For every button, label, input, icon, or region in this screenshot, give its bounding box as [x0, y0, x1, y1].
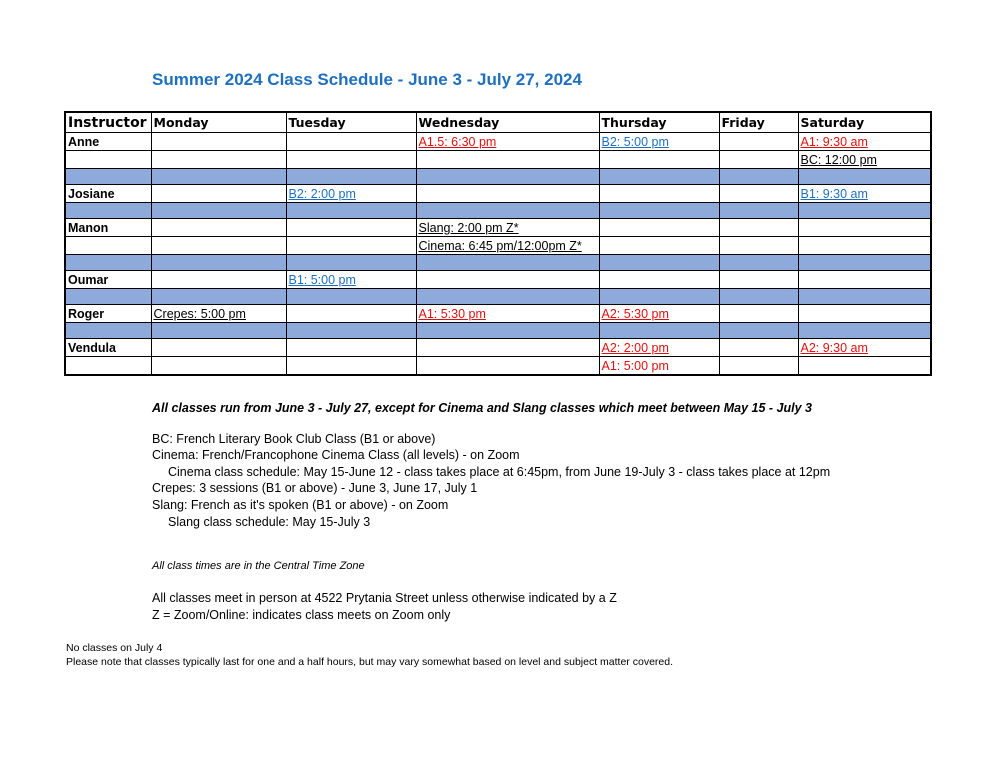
- cell: [286, 133, 416, 151]
- col-header-friday: Friday: [719, 112, 798, 133]
- header-row: [65, 112, 931, 133]
- cell: [798, 357, 931, 376]
- band-cell: [798, 255, 931, 271]
- band-cell: [798, 323, 931, 339]
- cell: [719, 151, 798, 169]
- band-cell: [719, 169, 798, 185]
- cell: [151, 237, 286, 255]
- band-cell: [65, 289, 151, 305]
- class-link[interactable]: Cinema: 6:45 pm/12:00pm Z*: [416, 237, 599, 255]
- cell: [416, 185, 599, 203]
- band-cell: [416, 255, 599, 271]
- cell: [151, 133, 286, 151]
- cell: [151, 219, 286, 237]
- zoom-note: Z = Zoom/Online: indicates class meets on Zoom only: [152, 608, 451, 622]
- band-cell: [719, 289, 798, 305]
- cell: [151, 151, 286, 169]
- col-header-monday: Monday: [151, 112, 286, 133]
- band-cell: [65, 255, 151, 271]
- class-link[interactable]: B1: 5:00 pm: [286, 271, 416, 289]
- table-row: [65, 185, 931, 203]
- cell: [416, 271, 599, 289]
- band-cell: [151, 289, 286, 305]
- cell: [719, 305, 798, 323]
- band-cell: [719, 203, 798, 219]
- class-link[interactable]: B1: 9:30 am: [798, 185, 931, 203]
- cell: [286, 339, 416, 357]
- class-link[interactable]: A2: 5:30 pm: [599, 305, 719, 323]
- cell: [599, 185, 719, 203]
- col-header-tuesday: Tuesday: [286, 112, 416, 133]
- separator-row: [65, 289, 931, 305]
- timezone-note: All class times are in the Central Time Zone: [152, 560, 365, 572]
- col-header-wednesday: Wednesday: [416, 112, 599, 133]
- table-row: [65, 305, 931, 323]
- band-cell: [65, 203, 151, 219]
- class-link[interactable]: Crepes: 5:00 pm: [151, 305, 286, 323]
- cell: [416, 339, 599, 357]
- separator-row: [65, 323, 931, 339]
- cell: [599, 271, 719, 289]
- cell: [599, 219, 719, 237]
- table-row: [65, 133, 931, 151]
- cell: [286, 219, 416, 237]
- page-title: Summer 2024 Class Schedule - June 3 - July 27, 2024: [152, 70, 582, 89]
- band-cell: [286, 323, 416, 339]
- band-cell: [719, 323, 798, 339]
- band-cell: [416, 203, 599, 219]
- cell: [416, 357, 599, 376]
- class-link[interactable]: BC: 12:00 pm: [798, 151, 931, 169]
- cinema-schedule-note: Cinema class schedule: May 15-June 12 - class takes place at 6:45pm, from June 19-July 3 - class takes place at 12pm: [168, 465, 831, 479]
- band-cell: [286, 255, 416, 271]
- cell: [798, 305, 931, 323]
- cell: [416, 151, 599, 169]
- class-link[interactable]: B2: 2:00 pm: [286, 185, 416, 203]
- instructor-name: Roger: [65, 305, 151, 323]
- band-cell: [599, 289, 719, 305]
- table-row: [65, 271, 931, 289]
- class-link[interactable]: B2: 5:00 pm: [599, 133, 719, 151]
- table-row: [65, 357, 931, 376]
- cell: [798, 271, 931, 289]
- slang-schedule-note: Slang class schedule: May 15-July 3: [168, 515, 371, 529]
- cell: [286, 237, 416, 255]
- instructor-name: Anne: [65, 133, 151, 151]
- run-dates-note: All classes run from June 3 - July 27, except for Cinema and Slang classes which meet between May 15 - July 3: [152, 401, 812, 415]
- table-row: [65, 219, 931, 237]
- cell: [151, 271, 286, 289]
- band-cell: [416, 169, 599, 185]
- cell: [599, 151, 719, 169]
- cell: [719, 357, 798, 376]
- cell: [719, 185, 798, 203]
- cell: [286, 357, 416, 376]
- class-link[interactable]: A2: 9:30 am: [798, 339, 931, 357]
- cell: [151, 185, 286, 203]
- table-row: [65, 339, 931, 357]
- class-link[interactable]: A1: 5:30 pm: [416, 305, 599, 323]
- table-row: [65, 237, 931, 255]
- bc-note: BC: French Literary Book Club Class (B1 or above): [152, 432, 436, 446]
- cell: [151, 357, 286, 376]
- cell: [65, 237, 151, 255]
- band-cell: [599, 169, 719, 185]
- band-cell: [65, 323, 151, 339]
- band-cell: [719, 255, 798, 271]
- band-cell: [151, 169, 286, 185]
- instructor-name: Vendula: [65, 339, 151, 357]
- cell: [65, 357, 151, 376]
- separator-row: [65, 203, 931, 219]
- cell: [65, 151, 151, 169]
- class-link[interactable]: A2: 2:00 pm: [599, 339, 719, 357]
- slang-note: Slang: French as it's spoken (B1 or above) - on Zoom: [152, 498, 449, 512]
- band-cell: [286, 169, 416, 185]
- cinema-note: Cinema: French/Francophone Cinema Class (all levels) - on Zoom: [152, 448, 520, 462]
- cell: [286, 305, 416, 323]
- col-header-instructor: Instructor: [65, 112, 151, 133]
- class-link[interactable]: A1: 9:30 am: [798, 133, 931, 151]
- band-cell: [286, 289, 416, 305]
- band-cell: [798, 169, 931, 185]
- class-link[interactable]: A1.5: 6:30 pm: [416, 133, 599, 151]
- cell: [798, 237, 931, 255]
- schedule-table: [64, 111, 932, 376]
- band-cell: [599, 203, 719, 219]
- class-link[interactable]: Slang: 2:00 pm Z*: [416, 219, 599, 237]
- cell: [151, 339, 286, 357]
- instructor-name: Manon: [65, 219, 151, 237]
- col-header-saturday: Saturday: [798, 112, 931, 133]
- cell: [719, 237, 798, 255]
- band-cell: [798, 289, 931, 305]
- band-cell: [798, 203, 931, 219]
- cell: [719, 271, 798, 289]
- band-cell: [65, 169, 151, 185]
- band-cell: [151, 203, 286, 219]
- cell: [719, 219, 798, 237]
- instructor-name: Oumar: [65, 271, 151, 289]
- band-cell: [151, 323, 286, 339]
- band-cell: [416, 289, 599, 305]
- separator-row: [65, 169, 931, 185]
- band-cell: [416, 323, 599, 339]
- no-classes-note: No classes on July 4: [66, 642, 163, 654]
- cell: [719, 339, 798, 357]
- cell: [286, 151, 416, 169]
- cell: [719, 133, 798, 151]
- instructor-name: Josiane: [65, 185, 151, 203]
- separator-row: [65, 255, 931, 271]
- col-header-thursday: Thursday: [599, 112, 719, 133]
- class-text: A1: 5:00 pm: [599, 357, 719, 376]
- cell: [599, 237, 719, 255]
- band-cell: [599, 255, 719, 271]
- duration-note: Please note that classes typically last for one and a half hours, but may vary somewhat based on level and subject matter covered.: [66, 656, 673, 668]
- location-note: All classes meet in person at 4522 Prytania Street unless otherwise indicated by a Z: [152, 591, 617, 605]
- crepes-note: Crepes: 3 sessions (B1 or above) - June 3, June 17, July 1: [152, 481, 478, 495]
- band-cell: [286, 203, 416, 219]
- band-cell: [599, 323, 719, 339]
- table-row: [65, 151, 931, 169]
- cell: [798, 219, 931, 237]
- band-cell: [151, 255, 286, 271]
